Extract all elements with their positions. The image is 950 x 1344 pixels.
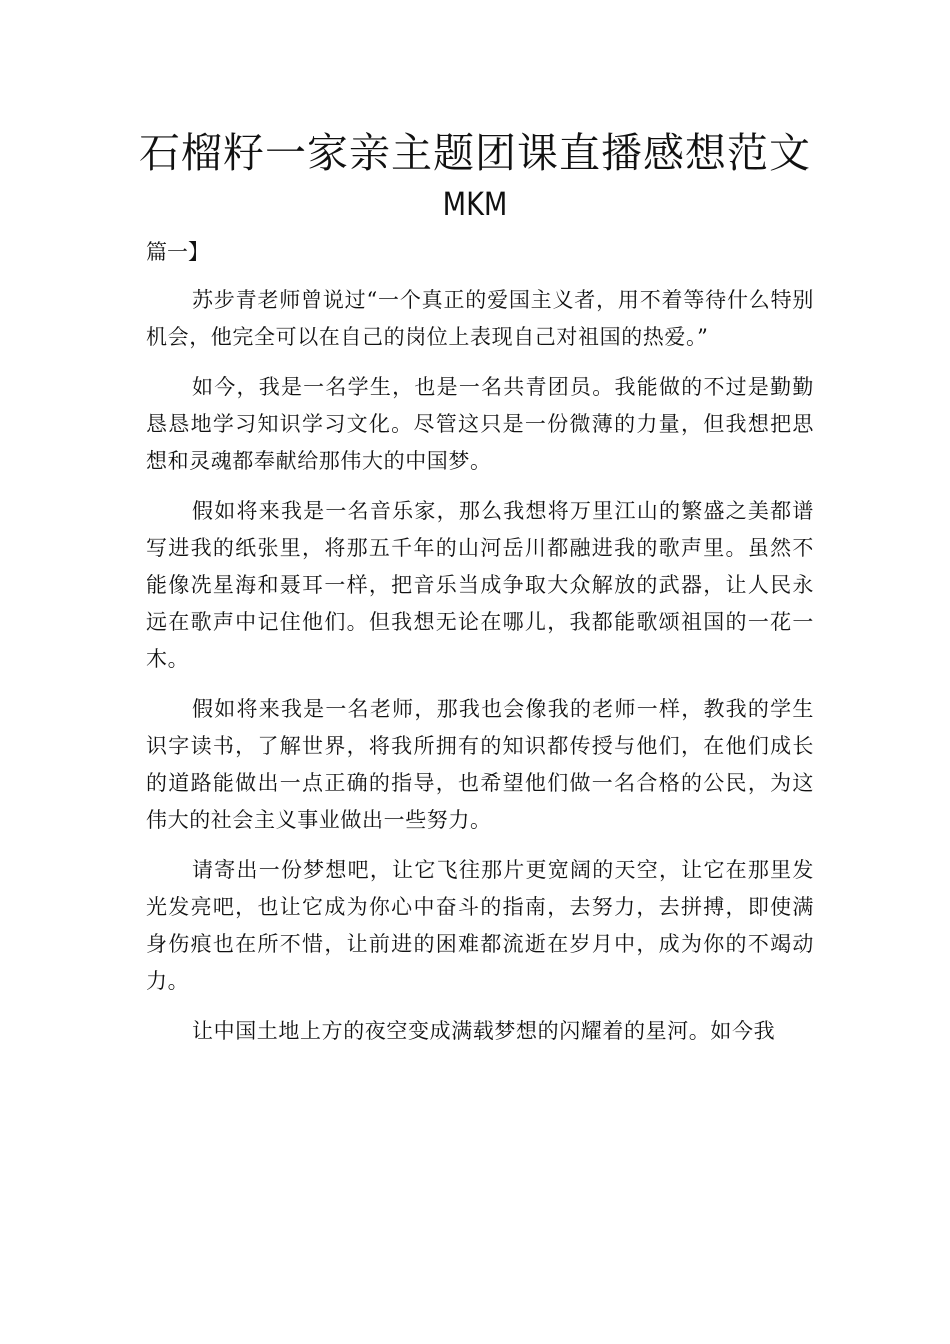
paragraph-6: 让中国土地上方的夜空变成满载梦想的闪耀着的星河。如今我 [192, 1019, 776, 1043]
section-label: 篇一】 [146, 240, 209, 264]
document-body [146, 282, 814, 1063]
document-subtitle: MKM [442, 185, 508, 223]
paragraph-1: 苏步青老师曾说过“一个真正的爱国主义者，用不着等待什么特别机会，他完全可以在自己的岗位上表现自己对祖国的热爱。” [146, 288, 814, 349]
document-title: 石榴籽一家亲主题团课直播感想范文 [139, 129, 811, 177]
paragraph-3: 假如将来我是一名音乐家，那么我想将万里江山的繁盛之美都谱写进我的纸张里，将那五千年的山河岳川都融进我的歌声里。虽然不能像冼星海和聂耳一样，把音乐当成争取大众解放的武器，让人民永远在歌声中记住他们。但我想无论在哪儿，我都能歌颂祖国的一花一木。 [146, 499, 814, 671]
paragraph-2: 如今，我是一名学生，也是一名共青团员。我能做的不过是勤勤恳恳地学习知识学习文化。尽管这只是一份微薄的力量，但我想把思想和灵魂都奉献给那伟大的中国梦。 [146, 375, 814, 473]
paragraph-4: 假如将来我是一名老师，那我也会像我的老师一样，教我的学生识字读书，了解世界，将我所拥有的知识都传授与他们，在他们成长的道路能做出一点正确的指导，也希望他们做一名合格的公民，为这伟大的社会主义事业做出一些努力。 [146, 697, 814, 832]
paragraph-5: 请寄出一份梦想吧，让它飞往那片更宽阔的天空，让它在那里发光发亮吧，也让它成为你心中奋斗的指南，去努力，去拼搏，即使满身伤痕也在所不惜，让前进的困难都流逝在岁月中，成为你的不竭动力。 [146, 858, 814, 993]
